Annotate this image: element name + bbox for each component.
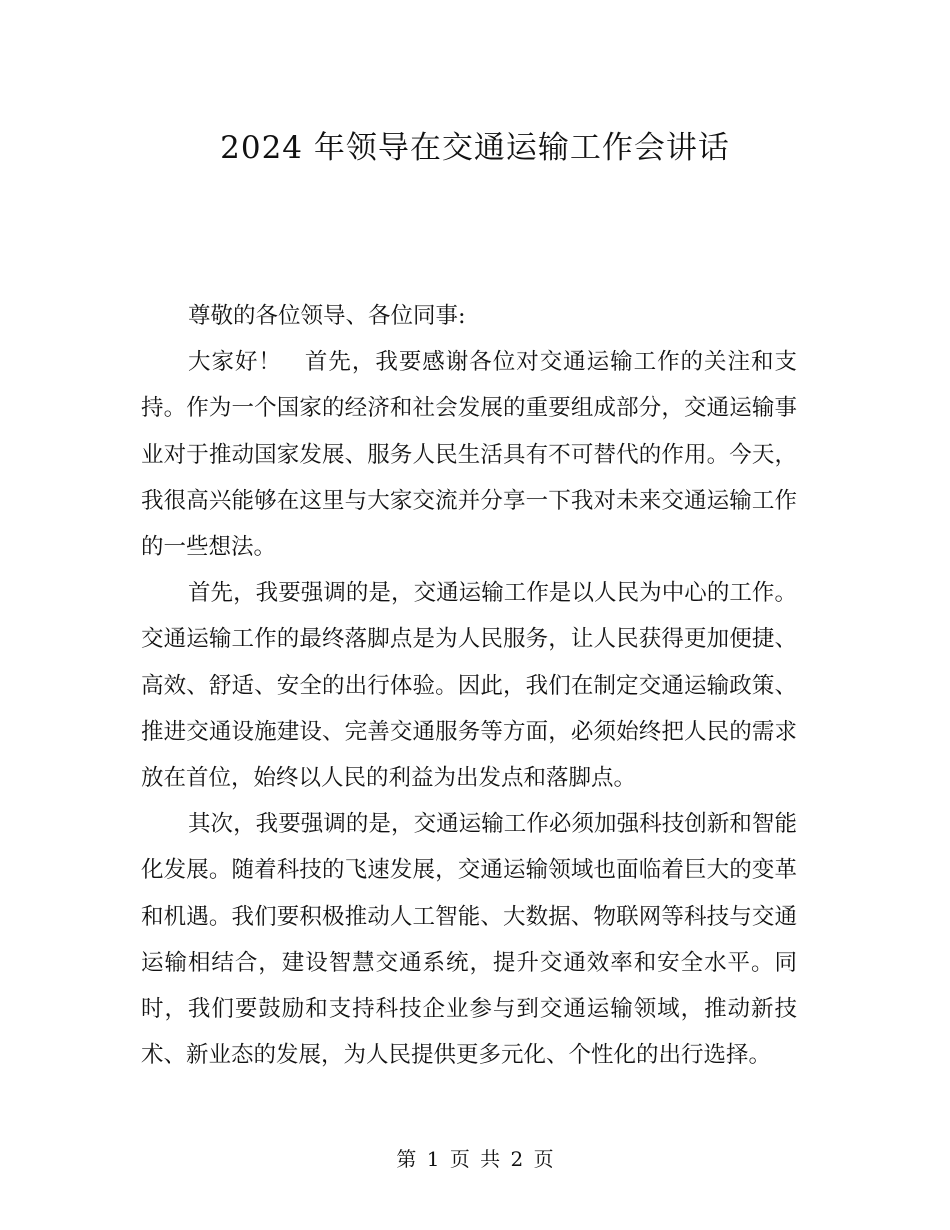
salutation: 尊敬的各位领导、各位同事:	[188, 303, 466, 329]
document-title: 2024 年领导在交通运输工作会讲话	[220, 130, 730, 166]
document-body	[141, 293, 797, 1078]
paragraph-3: 其次，我要强调的是，交通运输工作必须加强科技创新和智能化发展。随着科技的飞速发展，交通运输领域也面临着巨大的变革和机遇。我们要积极推动人工智能、大数据、物联网等科技与交通运输相结合，建设智慧交通系统，提升交通效率和安全水平。同时，我们要鼓励和支持科技企业参与到交通运输领域，推动新技术、新业态的发展，为人民提供更多元化、个性化的出行选择。	[141, 811, 797, 1069]
paragraph-1-text: 首先，我要感谢各位对交通运输工作的关注和支持。作为一个国家的经济和社会发展的重要组成部分，交通运输事业对于推动国家发展、服务人民生活具有不可替代的作用。今天，我很高兴能够在这里与大家交流并分享一下我对未来交通运输工作的一些想法。	[141, 349, 797, 561]
page-number-footer: 第 1 页 共 2 页	[396, 1147, 554, 1171]
paragraph-1	[141, 339, 797, 570]
paragraph-2: 首先，我要强调的是，交通运输工作是以人民为中心的工作。交通运输工作的最终落脚点是为人民服务，让人民获得更加便捷、高效、舒适、安全的出行体验。因此，我们在制定交通运输政策、推进交通设施建设、完善交通服务等方面，必须始终把人民的需求放在首位，始终以人民的利益为出发点和落脚点。	[141, 580, 797, 792]
greeting: 大家好！	[188, 349, 282, 376]
